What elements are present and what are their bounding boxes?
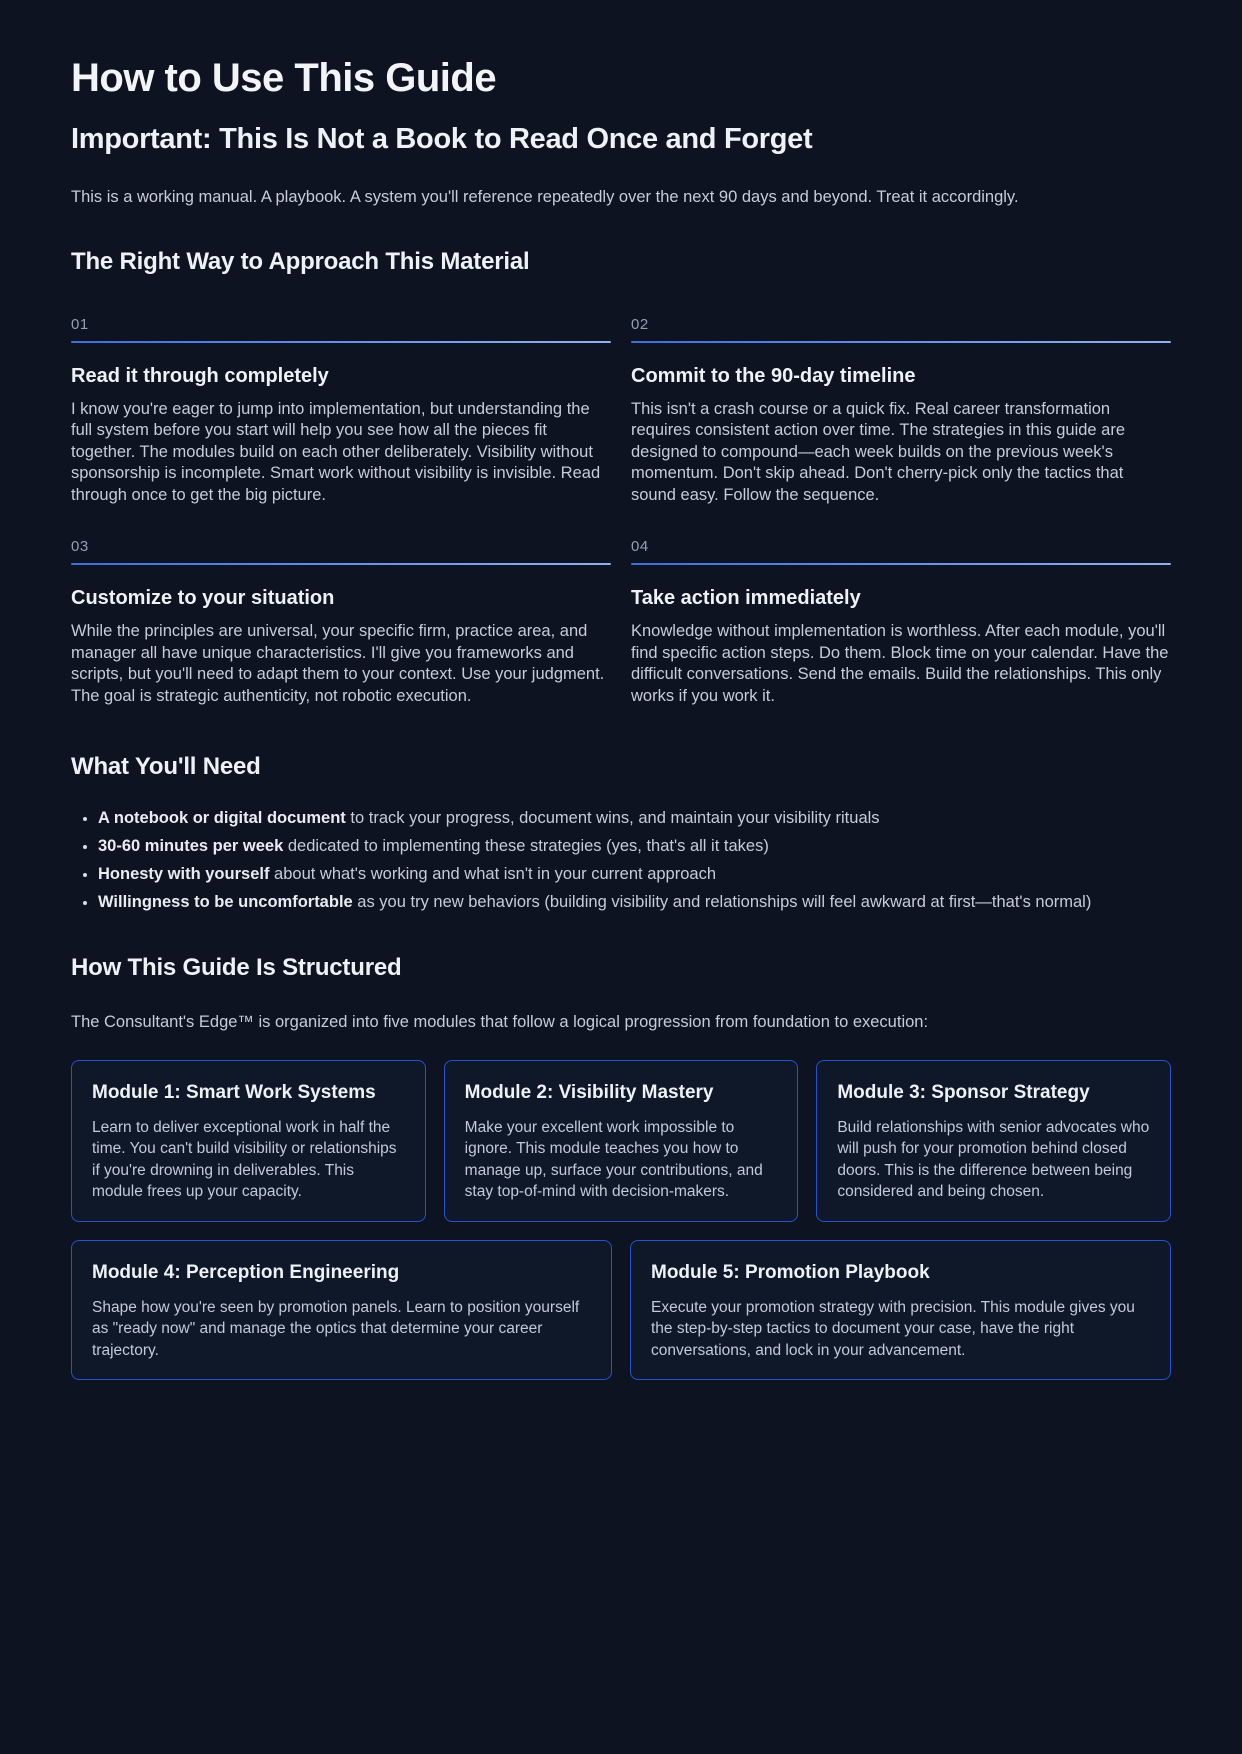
item-number: 01 (71, 315, 89, 333)
module-body: Shape how you're seen by promotion panels. Learn to position yourself as "ready now" and manage the optics that determine your career trajectory. (92, 1298, 580, 1359)
need-item-bold: Honesty with yourself (98, 865, 270, 884)
module-title: Module 4: Perception Engineering (92, 1261, 400, 1283)
item-title: Take action immediately (631, 587, 861, 610)
item-title: Customize to your situation (71, 587, 335, 610)
need-item-bold: Willingness to be uncomfortable (98, 893, 353, 912)
page-title: How to Use This Guide (71, 56, 497, 100)
item-number: 04 (631, 538, 649, 556)
need-list-item (98, 809, 1171, 828)
approach-grid (71, 316, 1171, 708)
need-list-item (98, 837, 1171, 856)
page-subtitle: Important: This Is Not a Book to Read Once and Forget (71, 123, 813, 155)
module-title: Module 5: Promotion Playbook (651, 1261, 930, 1283)
need-list-item (98, 865, 1171, 884)
item-divider-rule (631, 341, 1171, 343)
section-heading-approach: The Right Way to Approach This Material (71, 248, 530, 276)
approach-item-01 (71, 316, 611, 507)
item-body: I know you're eager to jump into implementation, but understanding the full system before you start will help you see how all the pieces fit together. The modules build on each other deliberately. Visibility without sponsorship is incomplete. Smart work without visibility is invisible. Read through once to get the big picture. (71, 399, 601, 504)
need-item-rest: as you try new behaviors (building visibility and relationships will feel awkward at first—that's normal) (352, 893, 1092, 912)
approach-item-02 (631, 316, 1171, 507)
need-item-bold: 30-60 minutes per week (98, 837, 284, 856)
item-title: Read it through completely (71, 364, 329, 387)
module-body: Build relationships with senior advocates who will push for your promotion behind closed doors. This is the difference between being considered and being chosen. (837, 1118, 1150, 1201)
module-body: Make your excellent work impossible to ignore. This module teaches you how to manage up, surface your contributions, and stay top-of-mind with decision-makers. (464, 1118, 763, 1201)
item-title: Commit to the 90-day timeline (631, 364, 916, 387)
item-body: Knowledge without implementation is worthless. After each module, you'll find specific action steps. Do them. Block time on your calendar. Have the difficult conversations. Send the emails. Build the relationships. This only works if you work it. (631, 622, 1169, 705)
approach-item-04 (631, 538, 1171, 707)
need-item-rest: dedicated to implementing these strategies (yes, that's all it takes) (283, 837, 769, 856)
need-item-rest: about what's working and what isn't in your current approach (269, 865, 717, 884)
section-heading-need: What You'll Need (71, 753, 261, 781)
item-number: 03 (71, 538, 89, 556)
need-list (71, 809, 1171, 912)
module-card-3 (816, 1060, 1171, 1222)
approach-item-03 (71, 538, 611, 707)
modules-grid-row-2 (71, 1240, 1171, 1381)
module-body: Execute your promotion strategy with precision. This module gives you the step-by-step tactics to document your case, have the right conversations, and lock in your advancement. (651, 1298, 1135, 1359)
module-card-5 (630, 1240, 1171, 1381)
need-item-rest: to track your progress, document wins, and maintain your visibility rituals (345, 809, 880, 828)
item-divider-rule (631, 563, 1171, 565)
item-body: While the principles are universal, your specific firm, practice area, and manager all have unique characteristics. I'll give you frameworks and scripts, but you'll need to adapt them to your context. Use your judgment. The goal is strategic authenticity, not robotic execution. (71, 622, 605, 705)
module-title: Module 2: Visibility Mastery (464, 1081, 714, 1103)
item-number: 02 (631, 315, 649, 333)
module-body: Learn to deliver exceptional work in half the time. You can't build visibility or relationships if you're drowning in deliverables. This module frees up your capacity. (92, 1118, 397, 1201)
module-card-1 (71, 1060, 426, 1222)
modules-grid-row-1 (71, 1060, 1171, 1222)
module-card-4 (71, 1240, 612, 1381)
need-item-bold: A notebook or digital document (98, 809, 346, 828)
module-card-2 (444, 1060, 799, 1222)
structure-intro: The Consultant's Edge™ is organized into five modules that follow a logical progression from foundation to execution: (71, 1012, 929, 1031)
module-title: Module 3: Sponsor Strategy (837, 1081, 1090, 1103)
item-divider-rule (71, 341, 611, 343)
module-title: Module 1: Smart Work Systems (92, 1081, 376, 1103)
item-divider-rule (71, 563, 611, 565)
need-list-item (98, 893, 1171, 912)
item-body: This isn't a crash course or a quick fix. Real career transformation requires consistent action over time. The strategies in this guide are designed to compound—each week builds on the previous week's momentum. Don't skip ahead. Don't cherry-pick only the tactics that sound easy. Follow the sequence. (631, 399, 1126, 504)
intro-text: This is a working manual. A playbook. A system you'll reference repeatedly over the next 90 days and beyond. Treat it accordingly. (71, 188, 1019, 207)
section-heading-structure: How This Guide Is Structured (71, 954, 402, 982)
